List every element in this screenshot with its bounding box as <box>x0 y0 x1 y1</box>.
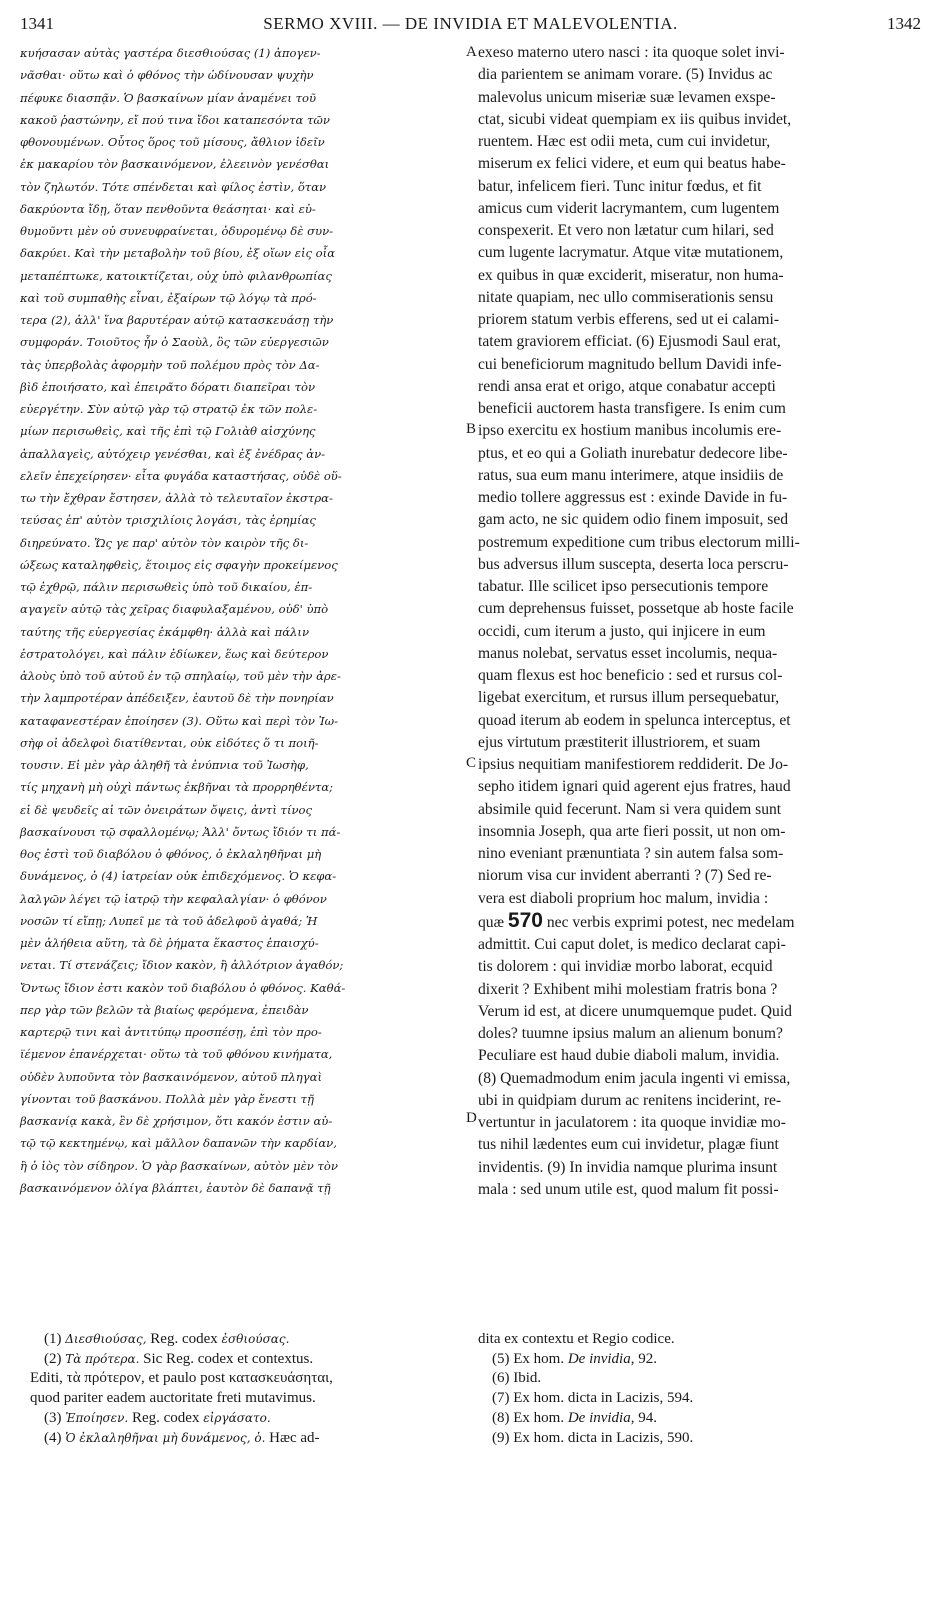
footnote-text: (8) Ex hom. <box>492 1409 568 1426</box>
greek-line: βασκανίᾳ κακὰ, ἓν δὲ χρήσιμον, ὅτι κακόν ἐστιν αὐ- <box>20 1114 333 1128</box>
latin-line: quam flexus est hoc beneficio : sed et rursus col- <box>478 667 783 684</box>
latin-line: ubi in quidpiam durum ac renitens inciderint, re- <box>478 1091 782 1109</box>
latin-line: tatem graviorem efficiat. (6) Ejusmodi Saul erat, <box>478 333 781 351</box>
latin-line: ptus, et eo qui a Goliath inurebatur dedecore libe- <box>478 444 788 462</box>
latin-line: cui beneficiorum magnitudo bellum Davidi infe- <box>478 355 782 373</box>
greek-line: συμφοράν. Τοιοῦτος ἦν ὁ Σαοὺλ, ὃς τῶν εὐεργεσιῶν <box>20 335 329 350</box>
greek-line: νᾶσθαι· οὕτω καὶ ὁ φθόνος τὴν ὠδίνουσαν ψυχὴν <box>20 68 314 83</box>
latin-line: sepho itidem ignari quid agerent ejus fratres, haud <box>478 778 791 796</box>
greek-line: δυνάμενος, ὁ (4) ἰατρείαν οὐκ ἐπιδεχόμενος. Ὁ κεφα- <box>20 869 337 884</box>
latin-line: tabatur. Ille scilicet ipso persecutionis tempore <box>478 578 769 595</box>
greek-line: καρτερῷ τινι καὶ ἀντιτύπῳ προσπέσῃ, ἐπὶ τὸν προ- <box>20 1025 322 1039</box>
latin-line: conspexerit. Et vero non lætatur cum hilari, sed <box>478 222 774 239</box>
latin-line: ejus virtutum præstiterit illustriorem, et suam <box>478 733 761 751</box>
latin-line: tus nihil lædentes eum cui invidetur, plagæ fiunt <box>478 1136 779 1154</box>
greek-line: ἐκ μακαρίου τὸν βασκαινόμενον, ἐλεεινὸν γενέσθαι <box>20 157 330 172</box>
latin-line: amicus cum viderit lacrymantem, cum lugentem <box>478 199 780 217</box>
greek-line: σὴφ οἱ ἀδελφοὶ διατίθενται, οὐκ εἰδότες ὅ τι ποιῆ- <box>20 735 319 750</box>
greek-line: γίνονται τοῦ βασκάνου. Πολλὰ μὲν γὰρ ἔνεστι τῇ <box>20 1091 314 1106</box>
greek-line: τὰς ὑπερβολὰς ἀφορμὴν τοῦ πολέμου πρὸς τὸν Δα- <box>20 357 320 372</box>
latin-line: invidentis. (9) In invidia namque plurima insunt <box>478 1158 778 1176</box>
latin-line: ratus, sua eum manu interimere, atque insidiis de <box>478 466 784 484</box>
greek-line: πέφυκε διασπᾷν. Ὁ βασκαίνων μίαν ἀναμένει τοῦ <box>20 90 317 105</box>
greek-line: εἰ δὲ ψευδεῖς αἱ τῶν ὀνειράτων ὄψεις, ἀντὶ τίνος <box>20 802 313 817</box>
latin-line: vera est diaboli proprium hoc malum, invidia : <box>478 889 769 907</box>
latin-line: doles? tuumne ipsius malum an alienum bonum? <box>478 1025 783 1042</box>
footnote-2: (2) Τὰ πρότερα. Sic Reg. codex et contextus. <box>44 1350 314 1367</box>
left-page-number: 1341 <box>20 14 54 33</box>
latin-line: cum lugente lacrymatur. Atque vitæ mutationem, <box>478 244 784 262</box>
margin-marker-a: A <box>466 44 477 60</box>
greek-line: νεται. Τί στενάζεις; ἴδιον κακὸν, ἢ ἀλλότριον ἀγαθόν; <box>20 958 344 973</box>
greek-line: κυήσασαν αὐτὰς γαστέρα διεσθιούσας (1) ἀπογεν- <box>20 46 321 60</box>
greek-line: τερα (2), ἀλλ' ἵνα βαρυτέραν αὐτῷ κατασκευάσῃ τὴν <box>20 313 334 327</box>
latin-line: ruentem. Hæc est odii meta, cum cui invidetur, <box>478 133 771 150</box>
latin-line: gam acto, ne sic quidem odio finem imposuit, sed <box>478 511 789 529</box>
latin-line: ipso exercitu ex hostium manibus incolumis ere- <box>478 422 782 440</box>
latin-line: nino eveniant prænuntiata ? sin autem falsa som- <box>478 845 784 862</box>
footnote-6: (6) Ibid. <box>492 1370 542 1387</box>
latin-line: Verum id est, at dicere unumquemque pudet. Quid <box>478 1002 792 1020</box>
greek-line: δακρύοντα ἴδῃ, ὅταν πενθοῦντα θεάσηται· καὶ εὐ- <box>20 201 316 216</box>
greek-line: ϊέμενον ἐπανέρχεται· οὕτω τὰ τοῦ φθόνου κινήματα, <box>20 1047 333 1062</box>
latin-line: rendi ansa erat et origo, atque conabatur accepti <box>478 377 776 395</box>
latin-line: niorum visa cur invident aberranti ? (7) Sed re- <box>478 867 772 885</box>
greek-line: μὲν ἀλήθεια αὕτη, τὰ δὲ ῥήματα ἕκαστος ἐπαισχύ- <box>20 936 319 950</box>
work-title: De invidia <box>567 1350 631 1367</box>
latin-line: beneficii auctorem hasta transfigere. Is enim cum <box>478 400 786 417</box>
greek-line: βασκαινόμενον ὀλίγα βλάπτει, ἑαυτὸν δὲ δαπανᾷ τῇ <box>20 1180 331 1195</box>
footnote-2-cont-b: quod pariter eadem auctoritate freti mutavimus. <box>30 1390 316 1407</box>
greek-line: τουσιν. Εἰ μὲν γὰρ ἀληθῆ τὰ ἐνύπνια τοῦ Ἰωσὴφ, <box>20 758 309 772</box>
greek-line: δακρύει. Καὶ τὴν μεταβολὴν τοῦ βίου, ἐξ οἵων εἰς οἷα <box>20 246 336 261</box>
latin-line: miserum ex felici videre, et eum qui beatus habe- <box>478 155 786 173</box>
latin-line: ctat, sicubi videat quempiam ex iis quibus invidet, <box>478 110 792 128</box>
greek-line: θυμοῦντι μὲν οὐ συνευφραίνεται, ὀδυρομένῳ δὲ συν- <box>20 224 334 238</box>
greek-line: βὶδ ἐποιήσατο, καὶ ἐπειρᾶτο δόρατι διαπεῖραι τὸν <box>20 379 316 394</box>
latin-line: bus adversus illum suscepta, deserta loca perscru- <box>478 555 789 573</box>
latin-line: (8) Quemadmodum enim jacula ingenti vi emissa, <box>478 1069 791 1087</box>
footnote-9: (9) Ex hom. dicta in Lacizis, 590. <box>492 1429 694 1446</box>
greek-line: τὸν ζηλωτόν. Τότε σπένδεται καὶ φίλος ἐστὶν, ὅταν <box>20 179 327 194</box>
greek-line: φθονουμένων. Οὗτος ὅρος τοῦ μίσους, ἄθλιον ἰδεῖν <box>20 135 325 149</box>
latin-line: nitate quapiam, nec ullo commiserationis sensu <box>478 288 774 306</box>
footnote-7: (7) Ex hom. dicta in Lacizis, 594. <box>492 1390 694 1407</box>
greek-line: ἐστρατολόγει, καὶ πάλιν ἐδίωκεν, ἕως καὶ δεύτερον <box>20 646 329 661</box>
greek-line: μίων περισωθεὶς, καὶ τῆς ἐπὶ τῷ Γολιὰθ αἰσχύνης <box>20 424 316 439</box>
latin-line: postremum expeditione cum tribus electorum milli- <box>478 533 800 551</box>
latin-line: batur, infelicem fieri. Tunc initur fœdus, et fit <box>478 177 762 195</box>
greek-column <box>20 42 462 1199</box>
running-title: SERMO XVIII. — DE INVIDIA ET MALEVOLENTIA. <box>263 14 678 33</box>
footnote-4-cont: dita ex contextu et Regio codice. <box>478 1331 675 1347</box>
footnote-2-cont-a: Editi, τὰ πρότερον, et paulo post κατασκευάσηται, <box>30 1370 333 1387</box>
footnote-5 <box>478 1350 918 1370</box>
greek-line: τὴν λαμπροτέραν ἀπέδειξεν, ἑαυτοῦ δὲ τὴν πονηρίαν <box>20 691 334 706</box>
greek-line: ἢ ὁ ἰὸς τὸν σίδηρον. Ὁ γὰρ βασκαίνων, αὐτὸν μὲν τὸν <box>20 1158 338 1173</box>
latin-line: Peculiare est haud dubie diaboli malum, invidia. <box>478 1047 780 1065</box>
greek-line: μεταπέπτωκε, κατοικτίζεται, οὐχ ὑπὸ φιλανθρωπίας <box>20 268 332 283</box>
footnote-1: (1) Διεσθιούσας, Reg. codex ἐσθιούσας. <box>44 1331 290 1347</box>
greek-line: καὶ τοῦ συμπαθὴς εἶναι, ἐξαίρων τῷ λόγῳ τὰ πρό- <box>20 290 317 305</box>
greek-line: νοσῶν τί εἴπῃ; Λυπεῖ με τὰ τοῦ ἀδελφοῦ ἀγαθά; Ἡ <box>20 913 318 928</box>
greek-line: τῷ ἐχθρῷ, πάλιν περισωθεὶς ὑπὸ τοῦ δικαίου, ἐπ- <box>20 580 313 594</box>
latin-line: ligebat exercitum, et rursus illum persequebatur, <box>478 689 780 707</box>
greek-line: Ὄντως ἴδιον ἐστι κακὸν τοῦ διαβόλου ὁ φθόνος. Καθά- <box>20 980 346 995</box>
greek-line: θος ἐστὶ τοῦ διαβόλου ὁ φθόνος, ὁ ἐκλαληθῆναι μὴ <box>20 847 322 861</box>
latin-line-part: nec verbis exprimi potest, nec medelam <box>542 913 795 931</box>
greek-line: καταφανεστέραν ἐποίησεν (3). Οὕτω καὶ περὶ τὸν Ἰω- <box>20 713 338 728</box>
footnote-text: , 92. <box>630 1350 657 1367</box>
latin-line: ex quibus in quæ exciderit, miseratur, non huma- <box>478 266 784 284</box>
latin-line: tis dolorem : qui invidiæ morbo laborat, ecquid <box>478 958 773 976</box>
margin-marker-c: C <box>466 755 477 771</box>
latin-line: quoad iterum ab eodem in spelunca interceptus, et <box>478 711 791 729</box>
latin-line: occidi, cum iterum a justo, qui injicere in eum <box>478 622 766 640</box>
latin-line <box>478 910 926 934</box>
greek-line: βασκαίνουσι τῷ σφαλλομένῳ; Ἀλλ' ὄντως ἴδιόν τι πά- <box>20 824 341 839</box>
latin-column <box>478 42 926 1201</box>
greek-line: τῷ τῷ κεκτημένῳ, καὶ μᾶλλον δαπανῶν τὴν καρδίαν, <box>20 1136 337 1151</box>
footnote-text: (5) Ex hom. <box>492 1350 568 1367</box>
latin-line: dia parientem se animam vorare. (5) Invidus ac <box>478 66 773 84</box>
latin-line: absimile quid fecerunt. Nam si vera quidem sunt <box>478 800 782 818</box>
greek-line: κακοῦ ῥαστώνην, εἴ πού τινα ἴδοι καταπεσόντα τῶν <box>20 112 330 127</box>
greek-line: περ γὰρ τῶν βελῶν τὰ βιαίως φερόμενα, ἐπειδὰν <box>20 1002 309 1017</box>
footnote-8 <box>478 1409 918 1429</box>
greek-line: ἀπαλλαγεὶς, αὐτόχειρ γενέσθαι, καὶ ἐξ ἐνέδρας ἀν- <box>20 446 326 461</box>
greek-line: ελεῖν ἐπεχείρησεν· εἶτα φυγάδα καταστήσας, οὐδὲ οὕ- <box>20 468 342 483</box>
greek-line: διηρεύνατο. Ὥς γε παρ' αὐτὸν τὸν καιρὸν τῆς δι- <box>20 535 309 550</box>
latin-line: admittit. Cui caput dolet, is medico declarat capi- <box>478 936 786 953</box>
latin-line: manus nolebat, servatus esset incolumis, nequa- <box>478 644 778 662</box>
latin-line: insomnia Joseph, qua arte fieri possit, ut non om- <box>478 822 786 840</box>
greek-line: τω τὴν ἔχθραν ἔστησεν, ἀλλὰ τὸ τελευταῖον ἐκστρα- <box>20 491 333 505</box>
greek-line: αγαγεῖν αὐτῷ τὰς χεῖρας διαφυλαξαμένου, οὐδ' ὑπὸ <box>20 602 329 617</box>
latin-line-part: quæ <box>478 913 508 931</box>
latin-line: medio tollere aggressus est : exinde Davide in fu- <box>478 489 788 506</box>
latin-line: vertuntur in jaculatorem : ita quoque invidiæ mo- <box>478 1114 786 1131</box>
footnotes-right <box>478 1330 918 1448</box>
latin-line: malevolus unicum miseriæ suæ levamen exspe- <box>478 88 776 106</box>
greek-line: οὐδὲν λυποῦντα τὸν βασκαινόμενον, αὐτοῦ πληγαὶ <box>20 1069 322 1084</box>
margin-marker-b: B <box>466 421 477 437</box>
greek-line: τεύσας ἐπ' αὐτὸν τρισχιλίοις λογάσι, τὰς ἐρημίας <box>20 513 316 528</box>
footnote-3: (3) Ἐποίησεν. Reg. codex εἰργάσατο. <box>44 1409 271 1426</box>
greek-line: λαλγῶν λέγει τῷ ἰατρῷ τὴν κεφαλαλγίαν· ὁ φθόνον <box>20 891 327 906</box>
greek-line: ἁλοὺς ὑπὸ τοῦ αὐτοῦ ἐν τῷ σπηλαίῳ, τοῦ μὲν τὴν ἀρε- <box>20 669 341 683</box>
latin-line: exeso materno utero nasci : ita quoque solet invi- <box>478 44 785 61</box>
greek-line: εὐεργέτην. Σὺν αὐτῷ γὰρ τῷ στρατῷ ἐκ τῶν πολε- <box>20 402 318 416</box>
column-number: 570 <box>507 908 543 932</box>
greek-line: τίς μηχανὴ μὴ οὐχὶ πάντως ἐκβῆναι τὰ προρρηθέντα; <box>20 780 334 795</box>
latin-line: cum deprehensus fuisset, possetque ab hoste facile <box>478 600 794 618</box>
latin-line: mala : sed unum utile est, quod malum fit possi- <box>478 1180 779 1198</box>
footnotes-left <box>30 1330 460 1448</box>
footnote-text: , 94. <box>630 1409 657 1426</box>
greek-line: ώξεως καταληφθεὶς, ἕτοιμος εἰς σφαγὴν προκείμενος <box>20 557 338 572</box>
latin-line: dixerit ? Exhibent mihi molestiam fratris bona ? <box>478 980 778 998</box>
latin-line: priorem statum verbis efferens, sed ut ei calami- <box>478 311 780 328</box>
latin-line: ipsius nequitiam manifestiorem reddiderit. De Jo- <box>478 756 789 773</box>
margin-marker-d: D <box>466 1110 477 1126</box>
right-page-number: 1342 <box>887 14 921 33</box>
footnote-4: (4) Ὁ ἐκλαληθῆναι μὴ δυνάμενος, ὁ. Hæc ad- <box>44 1429 320 1446</box>
page-header <box>20 14 921 36</box>
work-title: De invidia <box>567 1409 631 1426</box>
greek-line: ταύτης τῆς εὐεργεσίας ἐκάμφθη· ἀλλὰ καὶ πάλιν <box>20 624 309 639</box>
